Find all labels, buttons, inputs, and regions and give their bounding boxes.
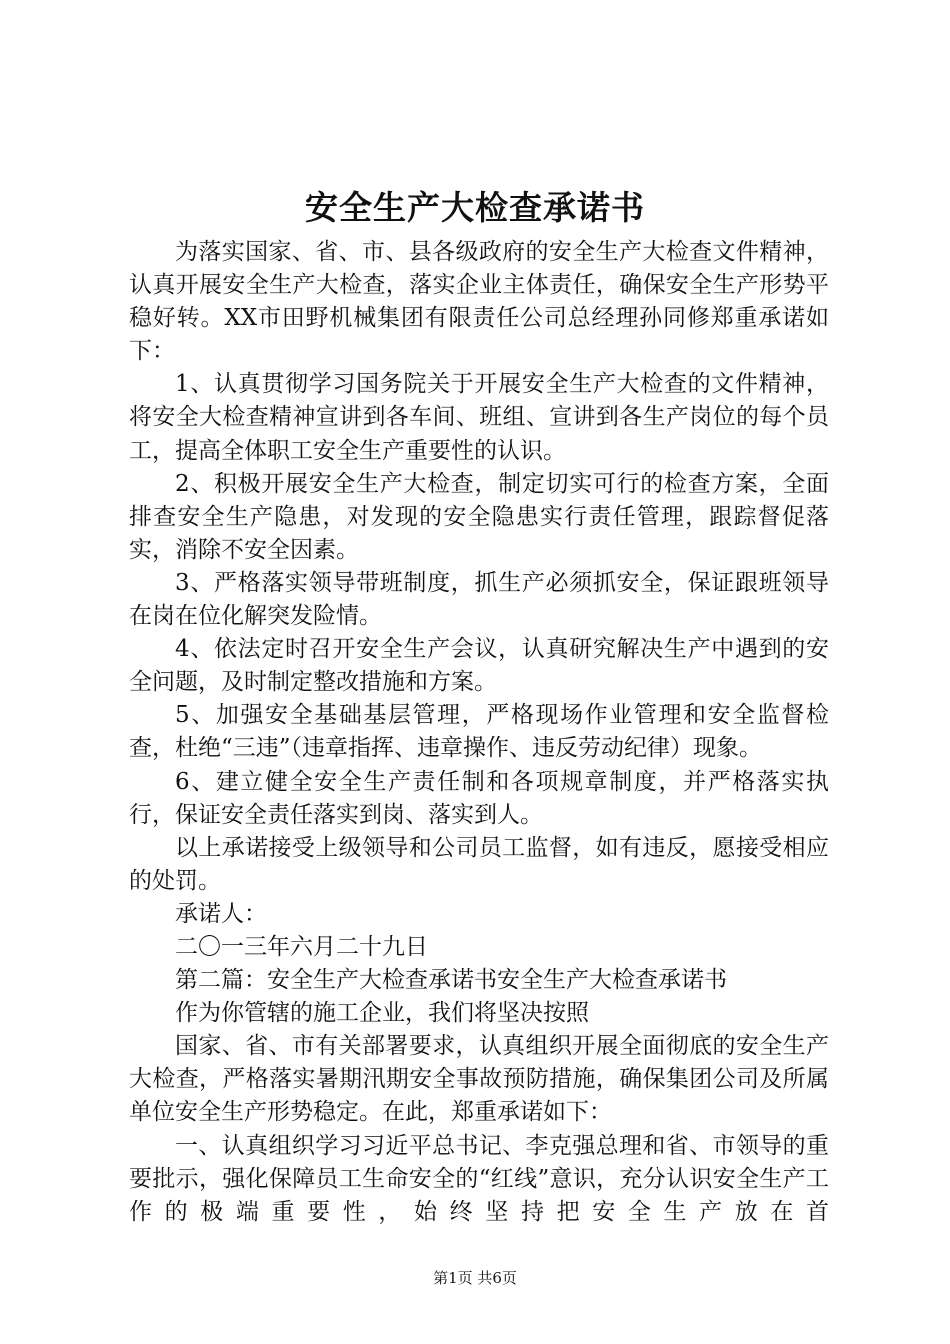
paragraph-item-3: 3、严格落实领导带班制度，抓生产必须抓安全，保证跟班领导在岗在位化解突发险情。 — [129, 569, 829, 630]
paragraph-section-two-intro: 国家、省、市有关部署要求，认真组织开展全面彻底的安全生产大检查，严格落实暑期汛期安全事故预防措施，确保集团公司及所属单位安全生产形势稳定。在此，郑重承诺如下： — [129, 1033, 829, 1126]
paragraph-section-two-item-1: 一、认真组织学习习近平总书记、李克强总理和省、市领导的重要批示，强化保障员工生命安全的“红线”意识，充分认识安全生产工作的极端重要性，始终坚持把安全生产放在首 — [129, 1132, 829, 1225]
paragraph-item-6: 6、建立健全安全生产责任制和各项规章制度，并严格落实执行，保证安全责任落实到岗、落实到人。 — [129, 768, 829, 828]
paragraph-section-two-lead: 作为你管辖的施工企业，我们将坚决按照 — [175, 1000, 589, 1027]
paragraph-item-4: 4、依法定时召开安全生产会议，认真研究解决生产中遇到的安全问题，及时制定整改措施和方案。 — [129, 636, 829, 696]
document-body — [129, 236, 829, 1229]
document-title: 安全生产大检查承诺书 — [305, 188, 645, 227]
paragraph-intro: 为落实国家、省、市、县各级政府的安全生产大检查文件精神，认真开展安全生产大检查，落实企业主体责任，确保安全生产形势平稳好转。XX市田野机械集团有限责任公司总经理孙同修郑重承诺如下： — [129, 239, 829, 365]
paragraph-supervision: 以上承诺接受上级领导和公司员工监督，如有违反，愿接受相应的处罚。 — [129, 834, 829, 894]
paragraph-item-2: 2、积极开展安全生产大检查，制定切实可行的检查方案，全面排查安全生产隐患，对发现的安全隐患实行责任管理，跟踪督促落实，消除不安全因素。 — [129, 470, 829, 563]
signatory-label: 承诺人： — [175, 900, 267, 927]
paragraph-item-1: 1、认真贯彻学习国务院关于开展安全生产大检查的文件精神，将安全大检查精神宣讲到各车间、班组、宣讲到各生产岗位的每个员工，提高全体职工安全生产重要性的认识。 — [129, 371, 829, 464]
page-footer: 第1页 共6页 — [433, 1269, 517, 1287]
document-date: 二〇一三年六月二十九日 — [175, 933, 428, 960]
paragraph-item-5: 5、加强安全基础基层管理，严格现场作业管理和安全监督检查，杜绝“三违”（违章指挥、违章操作、违反劳动纪律）现象。 — [129, 702, 829, 762]
section-two-heading: 第二篇：安全生产大检查承诺书安全生产大检查承诺书 — [175, 967, 727, 994]
